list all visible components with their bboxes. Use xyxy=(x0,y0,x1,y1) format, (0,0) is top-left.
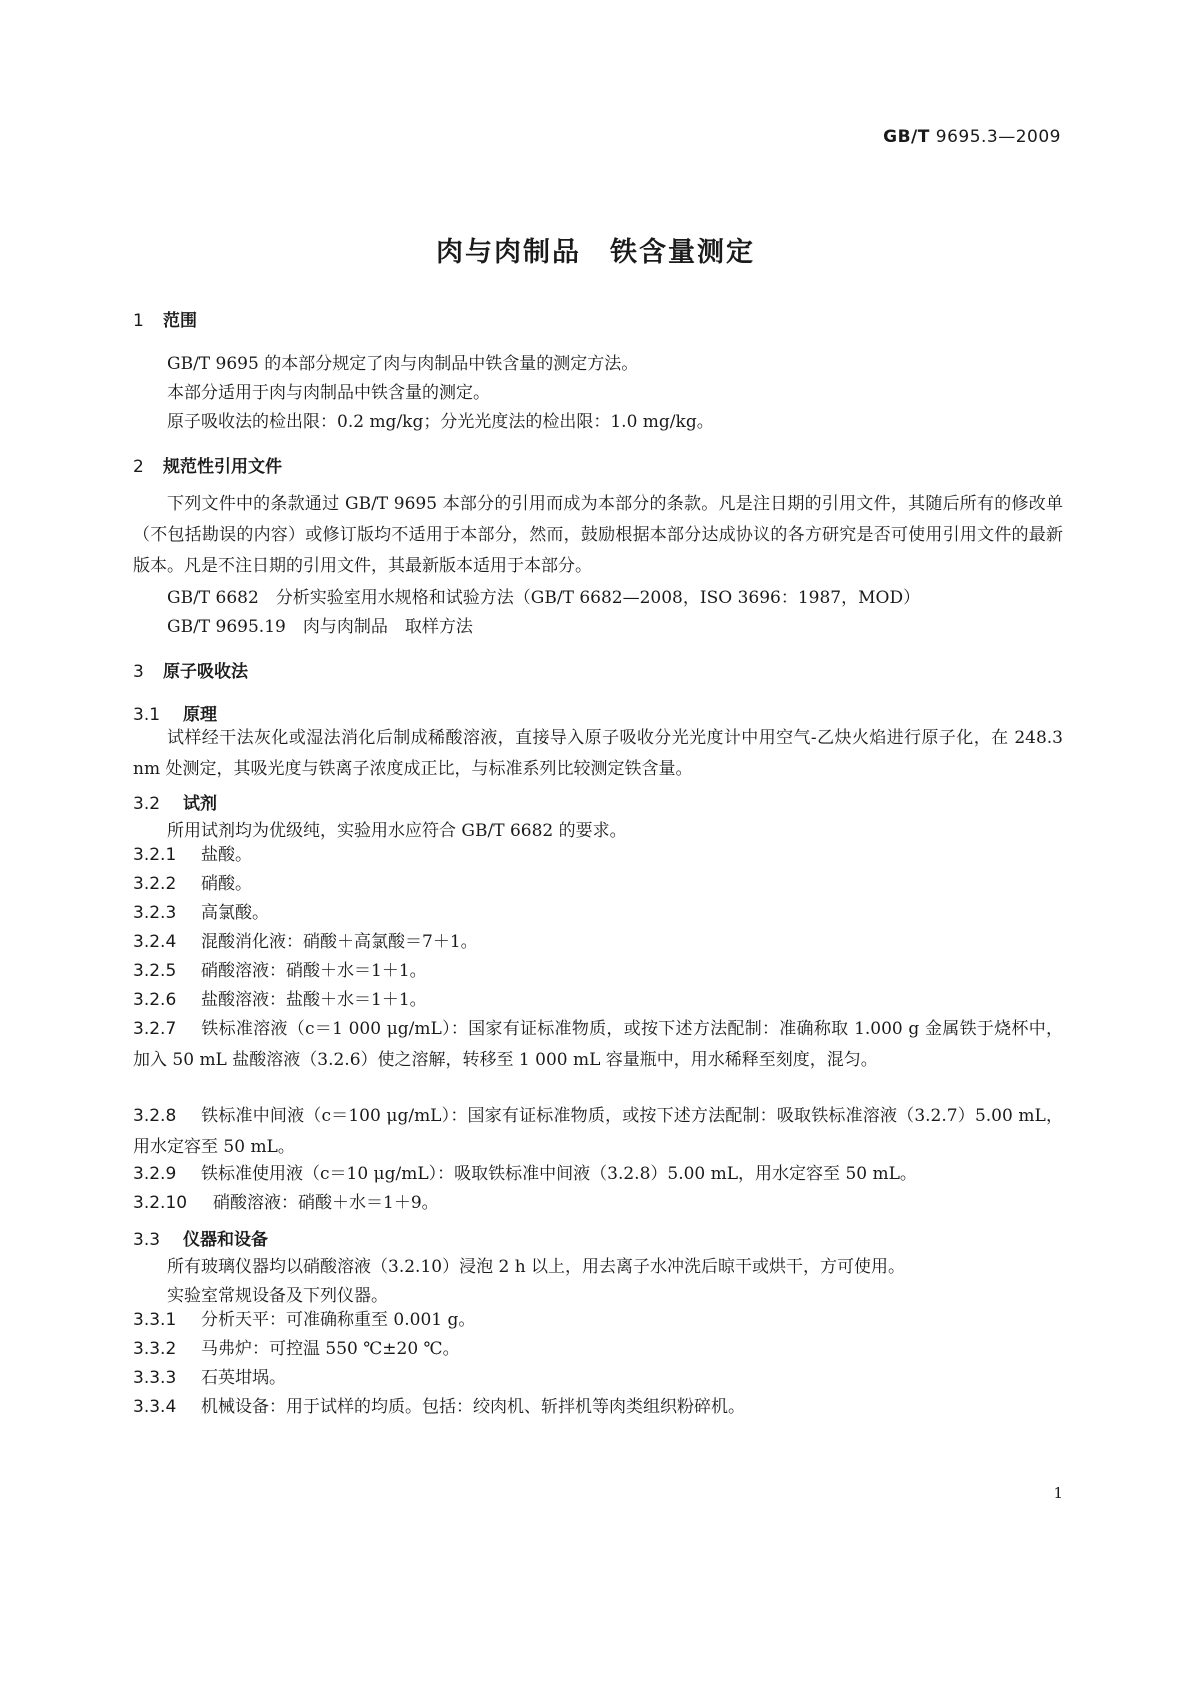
item-text: 盐酸溶液：盐酸＋水＝1＋1。 xyxy=(201,990,427,1010)
subsection-3-1-heading xyxy=(133,700,1063,725)
item-text: 石英坩埚。 xyxy=(201,1368,286,1388)
item-number: 3.2.3 xyxy=(133,903,177,923)
page-number: 1 xyxy=(1053,1484,1063,1502)
item-text: 马弗炉：可控温 550 ℃±20 ℃。 xyxy=(201,1339,460,1359)
subsection-3-2-heading xyxy=(133,789,1063,814)
item-text: 硝酸溶液：硝酸＋水＝1＋9。 xyxy=(213,1193,439,1213)
item-text: 硝酸。 xyxy=(201,874,252,894)
section-title: 范围 xyxy=(163,311,197,331)
reagent-item xyxy=(133,1188,1063,1219)
section-title: 原子吸收法 xyxy=(163,662,248,682)
item-number: 3.2.9 xyxy=(133,1164,177,1184)
subsection-title: 试剂 xyxy=(183,794,217,814)
item-text: 铁标准使用液（c＝10 μg/mL）：吸取铁标准中间液（3.2.8）5.00 mL，用水定容至 50 mL。 xyxy=(201,1164,917,1184)
reagents-intro: 所用试剂均为优级纯，实验用水应符合 GB/T 6682 的要求。 xyxy=(167,821,627,841)
standard-number: 9695.3—2009 xyxy=(935,127,1061,147)
standard-prefix: GB/T xyxy=(883,127,930,147)
item-number: 3.3.1 xyxy=(133,1310,177,1330)
equipment-item xyxy=(133,1363,1063,1394)
reagent-item xyxy=(133,840,1063,871)
principle-paragraph: 试样经干法灰化或湿法消化后制成稀酸溶液，直接导入原子吸收分光光度计中用空气-乙炔火焰进行原子化，在 248.3 nm 处测定，其吸光度与铁离子浓度成正比，与标准系列比较测定铁含量。 xyxy=(133,728,1063,779)
section-3-heading xyxy=(133,657,1063,682)
item-text: 机械设备：用于试样的均质。包括：绞肉机、斩拌机等肉类组织粉碎机。 xyxy=(201,1397,745,1417)
reagent-item xyxy=(133,1101,1063,1163)
document-title: 肉与肉制品 铁含量测定 xyxy=(436,237,755,268)
subsection-3-3-heading xyxy=(133,1225,1063,1250)
equipment-intro-2: 实验室常规设备及下列仪器。 xyxy=(167,1286,388,1306)
item-number: 3.2.7 xyxy=(133,1019,177,1039)
subsection-title: 原理 xyxy=(183,705,217,725)
section-number: 1 xyxy=(133,311,144,331)
item-number: 3.3.2 xyxy=(133,1339,177,1359)
reference-item: GB/T 9695.19 肉与肉制品 取样方法 xyxy=(167,617,473,637)
equipment-intro-1: 所有玻璃仪器均以硝酸溶液（3.2.10）浸泡 2 h 以上，用去离子水冲洗后晾干或烘干，方可使用。 xyxy=(167,1257,906,1277)
reagent-item xyxy=(133,1014,1063,1076)
reagent-item xyxy=(133,956,1063,987)
reference-item: GB/T 6682 分析实验室用水规格和试验方法（GB/T 6682—2008，ISO 3696：1987，MOD） xyxy=(167,588,921,608)
item-number: 3.2.4 xyxy=(133,932,177,952)
item-number: 3.2.5 xyxy=(133,961,177,981)
item-text: 分析天平：可准确称重至 0.001 g。 xyxy=(201,1310,476,1330)
item-text: 盐酸。 xyxy=(201,845,252,865)
item-number: 3.2.10 xyxy=(133,1193,188,1213)
normative-references-paragraph: 下列文件中的条款通过 GB/T 9695 本部分的引用而成为本部分的条款。凡是注日期的引用文件，其随后所有的修改单（不包括勘误的内容）或修订版均不适用于本部分，然而，鼓励根据本部分达成协议的各方研究是否可使用引用文件的最新版本。凡是不注日期的引用文件，其最新版本适用于本部分。 xyxy=(133,494,1063,576)
scope-line-2: 本部分适用于肉与肉制品中铁含量的测定。 xyxy=(167,383,490,403)
subsection-title: 仪器和设备 xyxy=(183,1230,268,1250)
scope-line-1: GB/T 9695 的本部分规定了肉与肉制品中铁含量的测定方法。 xyxy=(167,354,639,374)
scope-line-3: 原子吸收法的检出限：0.2 mg/kg；分光光度法的检出限：1.0 mg/kg。 xyxy=(167,412,714,432)
section-title: 规范性引用文件 xyxy=(163,457,282,477)
section-2-heading xyxy=(133,452,1063,477)
reagent-item xyxy=(133,927,1063,958)
subsection-number: 3.2 xyxy=(133,794,161,814)
item-number: 3.2.1 xyxy=(133,845,177,865)
equipment-item xyxy=(133,1392,1063,1423)
item-text: 高氯酸。 xyxy=(201,903,269,923)
section-number: 2 xyxy=(133,457,144,477)
reagent-item xyxy=(133,985,1063,1016)
standard-code xyxy=(883,127,1061,147)
reagent-item xyxy=(133,1159,1063,1190)
item-number: 3.2.6 xyxy=(133,990,177,1010)
subsection-number: 3.3 xyxy=(133,1230,161,1250)
equipment-item xyxy=(133,1305,1063,1336)
item-number: 3.2.8 xyxy=(133,1106,177,1126)
item-number: 3.3.4 xyxy=(133,1397,177,1417)
section-1-heading xyxy=(133,306,1063,331)
equipment-item xyxy=(133,1334,1063,1365)
item-text: 硝酸溶液：硝酸＋水＝1＋1。 xyxy=(201,961,427,981)
subsection-number: 3.1 xyxy=(133,705,161,725)
item-text: 铁标准溶液（c＝1 000 μg/mL）：国家有证标准物质，或按下述方法配制：准确称取 1.000 g 金属铁于烧杯中，加入 50 mL 盐酸溶液（3.2.6）使之溶解，转移至 1 000 mL 容量瓶中，用水稀释至刻度，混匀。 xyxy=(133,1019,1063,1070)
item-text: 混酸消化液：硝酸＋高氯酸＝7＋1。 xyxy=(201,932,478,952)
item-number: 3.3.3 xyxy=(133,1368,177,1388)
item-text: 铁标准中间液（c＝100 μg/mL）：国家有证标准物质，或按下述方法配制：吸取铁标准溶液（3.2.7）5.00 mL，用水定容至 50 mL。 xyxy=(133,1106,1063,1157)
section-number: 3 xyxy=(133,662,144,682)
reagent-item xyxy=(133,869,1063,900)
reagent-item xyxy=(133,898,1063,929)
item-number: 3.2.2 xyxy=(133,874,177,894)
